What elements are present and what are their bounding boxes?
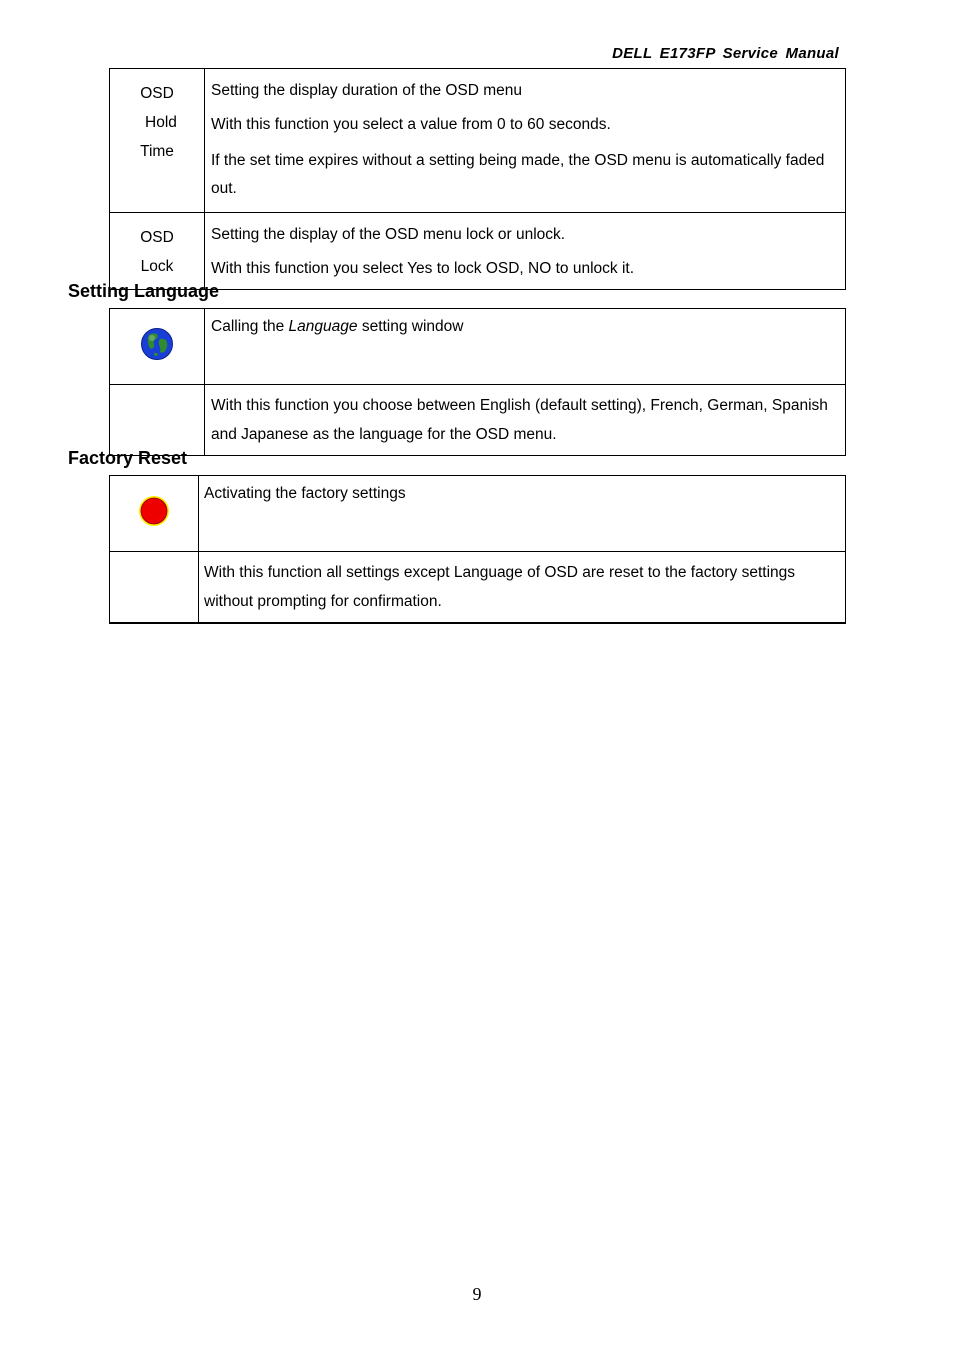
- globe-icon: [140, 327, 174, 361]
- table-row: [110, 385, 846, 456]
- calling-emphasis: Language: [288, 318, 358, 335]
- red-circle-icon: [137, 494, 171, 528]
- osd-lock-label: [110, 213, 205, 290]
- table-row: [110, 69, 846, 213]
- osd-hold-time-description: [205, 69, 846, 213]
- setting-language-table: [109, 308, 846, 456]
- label-line: OSD: [140, 229, 174, 246]
- empty-cell: [110, 552, 199, 624]
- icon-cell: [110, 309, 205, 385]
- factory-reset-table: [109, 475, 846, 624]
- table-row: [110, 309, 846, 385]
- factory-reset-heading: Activating the factory settings: [199, 476, 846, 552]
- empty-cell: [110, 385, 205, 456]
- section-title-factory-reset: Factory Reset: [68, 448, 188, 468]
- paragraph: With this function all settings except Language of OSD are reset to the factory settings without prompting for confirmation.: [204, 564, 796, 610]
- factory-reset-description: [199, 552, 846, 624]
- osd-lock-description: [205, 213, 846, 290]
- calling-prefix: Calling the: [211, 318, 289, 335]
- page-header: DELL E173FP Service Manual: [612, 45, 839, 62]
- label-line: Lock: [140, 258, 174, 275]
- section-title-setting-language: Setting Language: [68, 281, 220, 301]
- label-line: Hold: [145, 114, 177, 131]
- label-line: OSD: [140, 85, 174, 102]
- table-row: [110, 213, 846, 290]
- table-row: [110, 476, 846, 552]
- paragraph: Setting the display duration of the OSD menu: [211, 82, 523, 99]
- calling-suffix: setting window: [357, 318, 464, 335]
- osd-hold-time-label: [110, 69, 205, 213]
- page-number: 9: [472, 1284, 482, 1304]
- osd-settings-table: [109, 68, 846, 290]
- label-line: Time: [140, 143, 174, 160]
- language-description: [205, 385, 846, 456]
- paragraph: With this function you select a value from 0 to 60 seconds.: [211, 116, 611, 133]
- paragraph: With this function you select Yes to lock OSD, NO to unlock it.: [211, 260, 634, 277]
- table-row: [110, 552, 846, 624]
- paragraph: If the set time expires without a setting being made, the OSD menu is automatically faded out.: [211, 152, 825, 197]
- language-calling-text: [205, 309, 846, 385]
- paragraph: With this function you choose between English (default setting), French, German, Spanish and Japanese as the language for the OSD menu.: [211, 397, 828, 443]
- paragraph: Setting the display of the OSD menu lock or unlock.: [211, 226, 566, 243]
- icon-cell: [110, 476, 199, 552]
